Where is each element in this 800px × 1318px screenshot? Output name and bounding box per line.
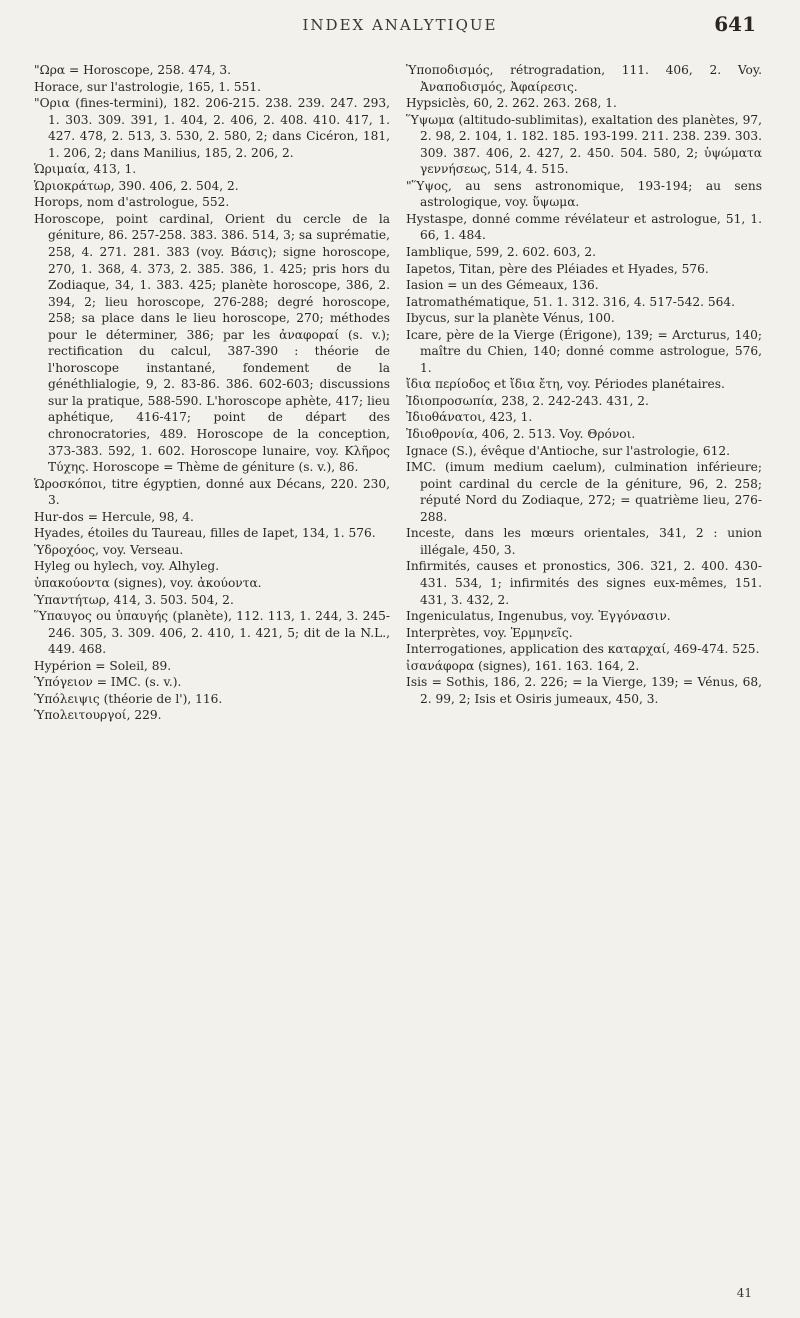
index-entry: Inceste, dans les mœurs orientales, 341, 2 : union illégale, 450, 3. <box>406 526 762 557</box>
index-entry: "Ορια (fines-termini), 182. 206-215. 238. 239. 247. 293, 1. 303. 309. 391, 1. 404, 2. 406, 2. 408. 410. 417, 1. 427. 478, 2. 513, 3. 530, 2. 580, 2; dans Cicéron, 181, 1. 206, 2; dans Manilius, 185, 2. 206, 2. <box>34 96 390 160</box>
index-entry: Ὑπόγειον = IMC. (s. v.). <box>34 675 182 690</box>
index-entry: Ὑπόλειψις (théorie de l'), 116. <box>34 691 223 706</box>
left-column <box>34 62 390 1262</box>
index-entry: Interprètes, voy. Ἑρμηνεῖς. <box>406 625 573 640</box>
index-entry: Ὑποποδισμός, rétrogradation, 111. 406, 2. Voy. Ἀναποδισμός, Ἀφαίρεσις. <box>406 63 762 94</box>
index-entry: Ὕψωμα (altitudo-sublimitas), exaltation des planètes, 97, 2. 98, 2. 104, 1. 182. 185. 193-199. 211. 238. 239. 303. 309. 387. 406, 2. 427, 2. 450. 504. 580, 2; ὑψώματα γεννήσεως, 514, 4. 515. <box>406 112 762 177</box>
index-entry: Hypsiclès, 60, 2. 262. 263. 268, 1. <box>406 96 617 111</box>
index-entry: Ignace (S.), évêque d'Antioche, sur l'astrologie, 612. <box>406 443 730 458</box>
index-entry: Ἰδιοπροσωπία, 238, 2. 242-243. 431, 2. <box>406 393 649 408</box>
index-entry: Iatromathématique, 51. 1. 312. 316, 4. 517-542. 564. <box>406 294 735 309</box>
page-number: 641 <box>714 12 756 36</box>
index-entry: Horoscope, point cardinal, Orient du cercle de la géniture, 86. 257-258. 383. 386. 514, 3; sa suprématie, 258, 4. 271. 281. 383 (voy. Βάσις); signe horoscope, 270, 1. 368, 4. 373, 2. 385. 386, 1. 425; pris hors du Zodiaque, 34, 1. 383. 425; planète horoscope, 386, 2. 394, 2; lieu horoscope, 276-288; degré horoscope, 258; sa place dans le lieu horoscope, 270; méthodes pour le déterminer, 386; par les ἀναφοραί (s. v.); rectification du calcul, 387-390 : théorie de l'horoscope instantané, fondement de la généthlialogie, 9, 2. 83-86. 386. 602-603; discussions sur la pratique, 588-590. L'horoscope aphète, 417; lieu aphétique, 416-417; point de départ des chronocratories, 489. Horoscope de la conception, 373-383. 592, 1. 602. Horoscope lunaire, voy. Κλῆρος Τύχης. Horoscope = Thème de géniture (s. v.), 86. <box>34 211 390 475</box>
running-title: INDEX ANALYTIQUE <box>302 16 498 34</box>
index-entry: Hypérion = Soleil, 89. <box>34 658 172 673</box>
index-entry: Ὑπολειτουργοί, 229. <box>34 708 162 723</box>
index-entry: Hyades, étoiles du Taureau, filles de Iapet, 134, 1. 576. <box>34 526 376 541</box>
index-entry: ἰσανάφορα (signes), 161. 163. 164, 2. <box>406 658 640 673</box>
index-entry: Ὡριοκράτωρ, 390. 406, 2. 504, 2. <box>34 178 239 193</box>
index-entry: ὑπακούοντα (signes), voy. ἀκούοντα. <box>34 575 262 590</box>
index-entry: Hystaspe, donné comme révélateur et astrologue, 51, 1. 66, 1. 484. <box>406 211 762 243</box>
index-entry: Ὑδροχόος, voy. Verseau. <box>34 542 184 557</box>
right-column <box>406 62 762 1262</box>
index-entry: Ἰδιοθρονία, 406, 2. 513. Voy. Θρόνοι. <box>406 427 636 442</box>
index-entry: Ὡροσκόποι, titre égyptien, donné aux Décans, 220. 230, 3. <box>34 476 390 508</box>
index-entry: Horace, sur l'astrologie, 165, 1. 551. <box>34 79 262 94</box>
index-entry: Ὑπαντήτωρ, 414, 3. 503. 504, 2. <box>34 592 234 607</box>
signature-mark: 41 <box>736 1286 752 1300</box>
index-entry: Hyleg ou hylech, voy. Alhyleg. <box>34 559 220 574</box>
index-entry: Hur-dos = Hercule, 98, 4. <box>34 509 194 524</box>
index-entry: Iapetos, Titan, père des Pléiades et Hyades, 576. <box>406 261 709 276</box>
index-entry: Icare, père de la Vierge (Érigone), 139; = Arcturus, 140; maître du Chien, 140; donné comme astrologue, 576, 1. <box>406 327 762 375</box>
index-entry: "Ωρα = Horoscope, 258. 474, 3. <box>34 63 232 77</box>
index-entry: Ingeniculatus, Ingenubus, voy. Ἐγγόνασιν. <box>406 609 671 624</box>
index-entry: Iasion = un des Gémeaux, 136. <box>406 278 599 293</box>
index-entry: "Ὕψος, au sens astronomique, 193-194; au sens astrologique, voy. ὕψωμα. <box>406 178 762 210</box>
index-entry: Ibycus, sur la planète Vénus, 100. <box>406 311 615 326</box>
index-entry: Ὡριμαία, 413, 1. <box>34 162 137 177</box>
index-entry: IMC. (imum medium caelum), culmination inférieure; point cardinal du cercle de la géniture, 96, 2. 258; réputé Nord du Zodiaque, 272; = quatrième lieu, 276-288. <box>406 460 762 524</box>
index-entry: Iamblique, 599, 2. 602. 603, 2. <box>406 245 597 260</box>
index-entry: Isis = Sothis, 186, 2. 226; = la Vierge, 139; = Vénus, 68, 2. 99, 2; Isis et Osiris jumeaux, 450, 3. <box>406 675 762 706</box>
index-entry: Horops, nom d'astrologue, 552. <box>34 195 230 210</box>
index-entry: Infirmités, causes et pronostics, 306. 321, 2. 400. 430-431. 534, 1; infirmités des signes eux-mêmes, 151. 431, 3. 432, 2. <box>406 559 762 607</box>
index-columns <box>34 62 762 1262</box>
page-header <box>0 12 800 40</box>
index-entry: Ὕπαυγος ou ὑπαυγής (planète), 112. 113, 1. 244, 3. 245-246. 305, 3. 309. 406, 2. 410, 1. 421, 5; dit de la N.L., 449. 468. <box>34 609 390 657</box>
index-entry: ἴδια περίοδος et ἴδια ἔτη, voy. Périodes planétaires. <box>406 377 725 392</box>
index-entry: Ἰδιοθάνατοι, 423, 1. <box>406 410 533 425</box>
index-entry: Interrogationes, application des καταρχαί, 469-474. 525. <box>406 642 760 657</box>
